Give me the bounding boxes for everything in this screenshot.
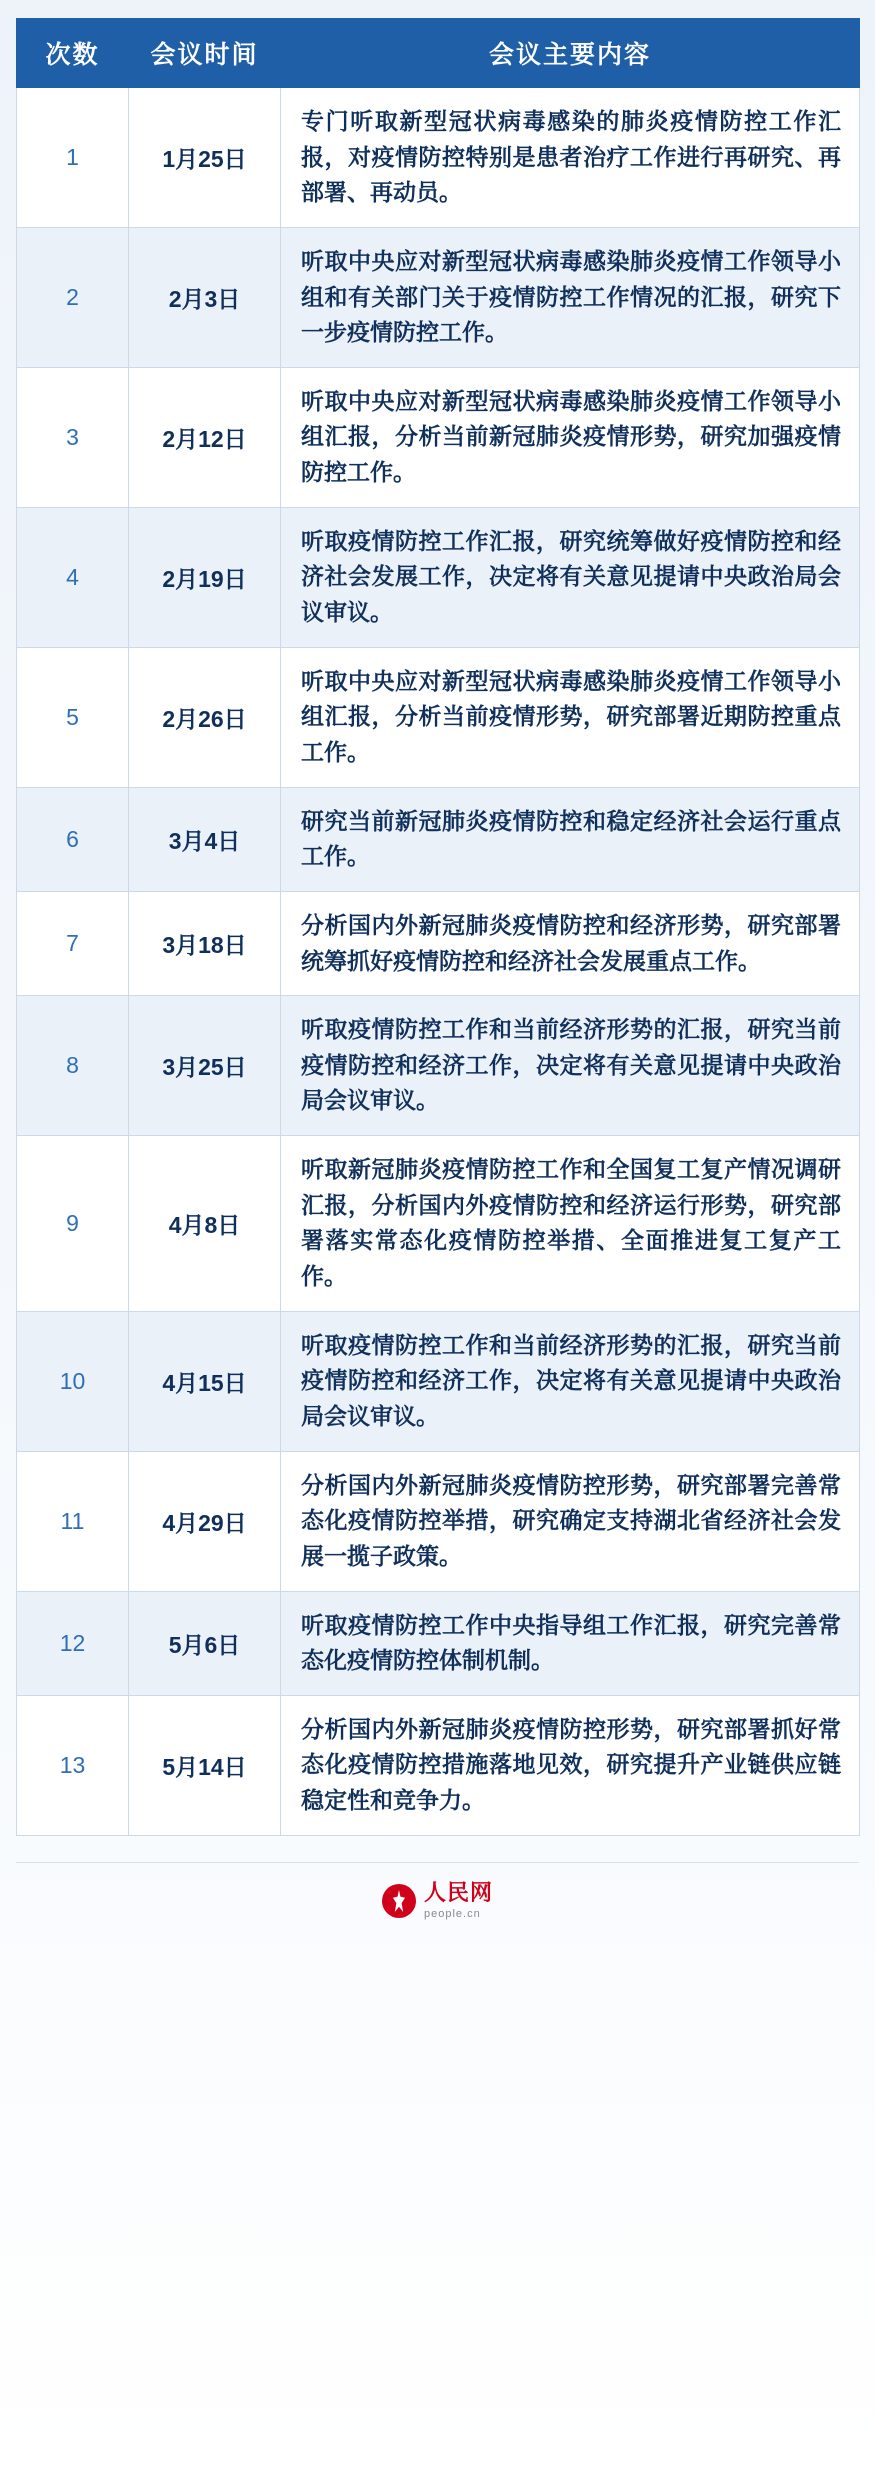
row-date: 5月14日: [129, 1695, 281, 1835]
row-number: 5: [17, 647, 129, 787]
row-number: 12: [17, 1591, 129, 1695]
row-content: 听取疫情防控工作中央指导组工作汇报，研究完善常态化疫情防控体制机制。: [281, 1591, 860, 1695]
table-row: [17, 1136, 860, 1312]
people-cn-logo: [382, 1881, 493, 1922]
row-number: 3: [17, 367, 129, 507]
row-date: 4月29日: [129, 1451, 281, 1591]
row-content: 听取中央应对新型冠状病毒感染肺炎疫情工作领导小组汇报，分析当前新冠肺炎疫情形势，研究加强疫情防控工作。: [281, 367, 860, 507]
column-header-date: 会议时间: [129, 19, 281, 88]
column-header-content: 会议主要内容: [281, 19, 860, 88]
footer: [16, 1862, 859, 1943]
row-date: 4月15日: [129, 1311, 281, 1451]
row-number: 13: [17, 1695, 129, 1835]
row-date: 5月6日: [129, 1591, 281, 1695]
row-content: 听取疫情防控工作汇报，研究统筹做好疫情防控和经济社会发展工作，决定将有关意见提请中央政治局会议审议。: [281, 507, 860, 647]
row-content: 分析国内外新冠肺炎疫情防控和经济形势，研究部署统筹抓好疫情防控和经济社会发展重点工作。: [281, 891, 860, 995]
row-content: 专门听取新型冠状病毒感染的肺炎疫情防控工作汇报，对疫情防控特别是患者治疗工作进行再研究、再部署、再动员。: [281, 88, 860, 228]
table-row: [17, 1451, 860, 1591]
table-row: [17, 88, 860, 228]
row-content: 听取新冠肺炎疫情防控工作和全国复工复产情况调研汇报，分析国内外疫情防控和经济运行形势，研究部署落实常态化疫情防控举措、全面推进复工复产工作。: [281, 1136, 860, 1312]
row-content: 听取中央应对新型冠状病毒感染肺炎疫情工作领导小组和有关部门关于疫情防控工作情况的汇报，研究下一步疫情防控工作。: [281, 227, 860, 367]
table-row: [17, 647, 860, 787]
row-date: 1月25日: [129, 88, 281, 228]
row-date: 2月26日: [129, 647, 281, 787]
logo-name-cn: 人民网: [423, 1879, 493, 1905]
row-date: 3月4日: [129, 787, 281, 891]
table-row: [17, 1591, 860, 1695]
row-date: 3月18日: [129, 891, 281, 995]
row-date: 2月19日: [129, 507, 281, 647]
row-number: 7: [17, 891, 129, 995]
logo-name-en: people.cn: [423, 1907, 481, 1920]
table-header: [17, 19, 860, 88]
row-number: 9: [17, 1136, 129, 1312]
row-number: 6: [17, 787, 129, 891]
table-row: [17, 1695, 860, 1835]
row-number: 8: [17, 996, 129, 1136]
row-date: 4月8日: [129, 1136, 281, 1312]
row-content: 听取中央应对新型冠状病毒感染肺炎疫情工作领导小组汇报，分析当前疫情形势，研究部署近期防控重点工作。: [281, 647, 860, 787]
row-content: 分析国内外新冠肺炎疫情防控形势，研究部署完善常态化疫情防控举措，研究确定支持湖北省经济社会发展一揽子政策。: [281, 1451, 860, 1591]
row-number: 1: [17, 88, 129, 228]
logo-text: [424, 1881, 493, 1922]
table-row: [17, 507, 860, 647]
column-header-count: 次数: [17, 19, 129, 88]
table-row: [17, 891, 860, 995]
row-date: 3月25日: [129, 996, 281, 1136]
table-row: [17, 1311, 860, 1451]
table-row: [17, 367, 860, 507]
footer-divider: [16, 1862, 859, 1863]
table-body: [17, 88, 860, 1836]
row-number: 10: [17, 1311, 129, 1451]
row-date: 2月12日: [129, 367, 281, 507]
table-row: [17, 996, 860, 1136]
table-row: [17, 787, 860, 891]
meeting-table: [16, 18, 860, 1836]
row-content: 分析国内外新冠肺炎疫情防控形势，研究部署抓好常态化疫情防控措施落地见效，研究提升产业链供应链稳定性和竞争力。: [281, 1695, 860, 1835]
row-number: 11: [17, 1451, 129, 1591]
row-content: 听取疫情防控工作和当前经济形势的汇报，研究当前疫情防控和经济工作，决定将有关意见提请中央政治局会议审议。: [281, 1311, 860, 1451]
row-content: 研究当前新冠肺炎疫情防控和稳定经济社会运行重点工作。: [281, 787, 860, 891]
row-number: 4: [17, 507, 129, 647]
row-number: 2: [17, 227, 129, 367]
table-row: [17, 227, 860, 367]
row-content: 听取疫情防控工作和当前经济形势的汇报，研究当前疫情防控和经济工作，决定将有关意见提请中央政治局会议审议。: [281, 996, 860, 1136]
table-header-row: [17, 19, 860, 88]
star-icon: [382, 1884, 416, 1918]
row-date: 2月3日: [129, 227, 281, 367]
